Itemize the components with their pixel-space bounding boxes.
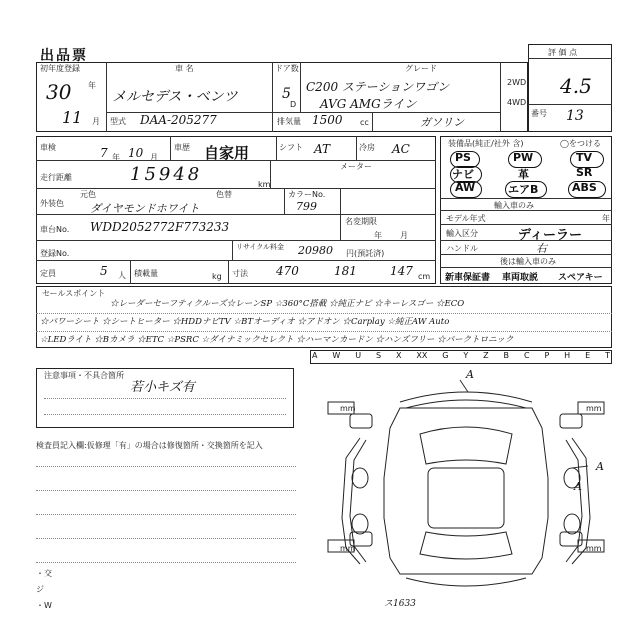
doc-manual: 車両取説 <box>502 273 539 283</box>
sales-line2: ☆パワーシート ☆シートヒーター ☆HDDナビTV ☆BTオーディオ ☆アドオン ☆Carplay ☆純正AW Auto <box>40 317 450 327</box>
mileage-unit: km <box>258 180 271 189</box>
equip-abs: ABS <box>572 181 597 194</box>
misc-3: ・W <box>36 601 52 610</box>
car-damage-diagram <box>320 368 612 612</box>
year-value: 30 <box>46 80 72 104</box>
score-label: 評 価 点 <box>548 48 578 57</box>
registration-label: 登録No. <box>40 249 70 258</box>
legend-item: X <box>395 351 402 360</box>
make-label: 車 名 <box>175 64 194 73</box>
model-label: 型式 <box>110 117 126 126</box>
inspection-year-unit: 年 <box>112 153 120 162</box>
legend-item: XX <box>416 351 428 360</box>
equip-aw: AW <box>455 181 476 194</box>
legend-item: A <box>312 351 318 360</box>
legend-item: H <box>564 351 571 360</box>
handle-value: 右 <box>536 242 547 255</box>
usage-label: 車歴 <box>174 143 190 152</box>
inspection-month: 10 <box>128 146 144 160</box>
equipment-note: ◯をつける <box>560 139 601 148</box>
legend-items <box>312 351 610 363</box>
equip-tv: TV <box>576 151 593 164</box>
score-sub-label: 番号 <box>531 109 547 118</box>
mileage-value: 15948 <box>130 164 203 185</box>
import-label: 輸入車のみ <box>494 201 534 210</box>
legend-item: E <box>585 351 591 360</box>
score-value: 4.5 <box>560 74 592 98</box>
import-class-value: ディーラー <box>518 228 582 243</box>
displacement-unit: cc <box>360 118 369 127</box>
capacity-label: 定員 <box>40 269 56 278</box>
recycle-unit: 円(預託済) <box>346 249 385 258</box>
month-unit: 月 <box>92 117 100 126</box>
doors-label: ドア数 <box>275 64 299 73</box>
mm-1: mm <box>340 404 356 413</box>
dimensions-w: 181 <box>334 264 357 278</box>
import-only-label: 後は輸入車のみ <box>500 257 556 266</box>
equip-ps: PS <box>455 151 471 164</box>
equipment-title: 装備品(純正/社外 含) <box>448 139 524 148</box>
model-year-unit: 年 <box>602 214 610 223</box>
year-unit: 年 <box>88 81 96 90</box>
exterior-repaint-label: 色替 <box>216 190 232 199</box>
displacement-value: 1500 <box>312 113 343 127</box>
fuel-value: ガソリン <box>420 116 464 129</box>
doc-warranty: 新車保証書 <box>445 273 491 283</box>
diagram-mark-front: A <box>466 368 474 381</box>
drive-4wd: 4WD <box>507 98 527 107</box>
doc-spare-key: スペアキー <box>558 273 603 283</box>
color-no-value: 799 <box>296 200 317 213</box>
month-value: 11 <box>62 108 83 127</box>
legend-item: B <box>503 351 510 360</box>
grade-line1: C200 ステーションワゴン <box>306 80 450 94</box>
usage-value: 自家用 <box>204 144 250 162</box>
inspection-month-unit: 月 <box>150 153 158 162</box>
mileage-label: 走行距離 <box>40 173 72 182</box>
legend-item: C <box>523 351 530 360</box>
recycle-value: 20980 <box>298 244 333 257</box>
dimensions-label: 寸法 <box>232 269 248 278</box>
misc-1: ・交 <box>36 569 52 578</box>
equip-airbag: エアB <box>508 183 539 196</box>
dimensions-h: 147 <box>390 264 413 278</box>
grade-line2: AVG AMGライン <box>320 97 417 111</box>
model-year-label: モデル年式 <box>446 214 486 223</box>
sales-line3: ☆LEDライト ☆Bカメラ ☆ETC ☆PSRC ☆ダイナミックセレクト ☆ハーマンカードン ☆ハンズフリー ☆パークトロニック <box>40 335 514 345</box>
import-class-label: 輸入区分 <box>446 229 478 238</box>
legend-item: S <box>375 351 382 360</box>
diagram-code: ス1633 <box>384 599 416 609</box>
legend-item: T <box>605 351 610 360</box>
color-no-label: カラーNo. <box>288 190 326 199</box>
doors-unit: D <box>290 100 297 109</box>
capacity-value: 5 <box>100 264 108 278</box>
capacity-unit: 人 <box>118 271 126 280</box>
notes-value: 若小キズ有 <box>130 380 195 395</box>
score-sub-value: 13 <box>566 108 584 124</box>
misc-2: ジ <box>36 585 44 594</box>
model-value: DAA-205277 <box>140 113 217 127</box>
expiry-year-unit: 年 <box>374 231 382 240</box>
inspection-year: 7 <box>100 146 108 160</box>
inspection-label: 車検 <box>40 143 56 152</box>
legend-item: Y <box>463 351 469 360</box>
page-title: 出品票 <box>40 48 88 64</box>
mm-3: mm <box>340 544 356 553</box>
displacement-label: 排気量 <box>277 117 301 126</box>
notes-label: 注意事項・不具合箇所 <box>44 371 124 380</box>
inspector-label: 検査員記入欄:仮修理「有」の場合は修復箇所・交換箇所を記入 <box>36 441 263 450</box>
exterior-color-label: 元色 <box>80 190 96 199</box>
load-label: 積載量 <box>134 269 158 278</box>
diagram-mark-side: A <box>596 460 604 473</box>
legend-item: Z <box>483 351 489 360</box>
legend-item: G <box>442 351 449 360</box>
exterior-label: 外装色 <box>40 199 64 208</box>
expiry-label: 名変期限 <box>345 217 377 226</box>
shift-value: AT <box>314 142 331 156</box>
drive-2wd: 2WD <box>507 78 527 87</box>
equip-sr: SR <box>576 166 593 179</box>
grade-label: グレード <box>405 64 437 73</box>
shift-label: シフト <box>279 143 303 152</box>
exterior-color-value: ダイヤモンドホワイト <box>90 202 200 215</box>
mm-4: mm <box>586 544 602 553</box>
legend-item: P <box>544 351 550 360</box>
expiry-month-unit: 月 <box>400 231 408 240</box>
handle-label: ハンドル <box>446 244 478 253</box>
chassis-label: 車台No. <box>40 225 70 234</box>
diagram-mark-side2: A <box>574 480 582 493</box>
year-label: 初年度登録 <box>40 64 80 73</box>
make-value: メルセデス・ベンツ <box>112 89 238 105</box>
sales-line1: ☆レーダーセーフティクルーズ☆レーンSP ☆360°C搭載 ☆純正ナビ ☆キーレスゴー ☆ECO <box>110 299 465 309</box>
legend-item: U <box>355 351 362 360</box>
sales-label: セールスポイント <box>42 289 106 298</box>
equip-leather: 革 <box>518 168 529 181</box>
ac-label: 冷房 <box>359 143 375 152</box>
equip-pw: PW <box>513 151 534 164</box>
chassis-value: WDD2052772F773233 <box>90 220 230 234</box>
dimensions-unit: cm <box>418 272 431 281</box>
meter-label: メーター <box>340 162 372 171</box>
legend-item: W <box>332 351 341 360</box>
doors-value: 5 <box>282 86 291 102</box>
dimensions-l: 470 <box>276 264 299 278</box>
load-unit: kg <box>212 272 222 281</box>
recycle-label: リサイクル料金 <box>236 243 285 251</box>
mm-2: mm <box>586 404 602 413</box>
ac-value: AC <box>392 142 410 156</box>
equip-navi: ナビ <box>452 168 474 181</box>
